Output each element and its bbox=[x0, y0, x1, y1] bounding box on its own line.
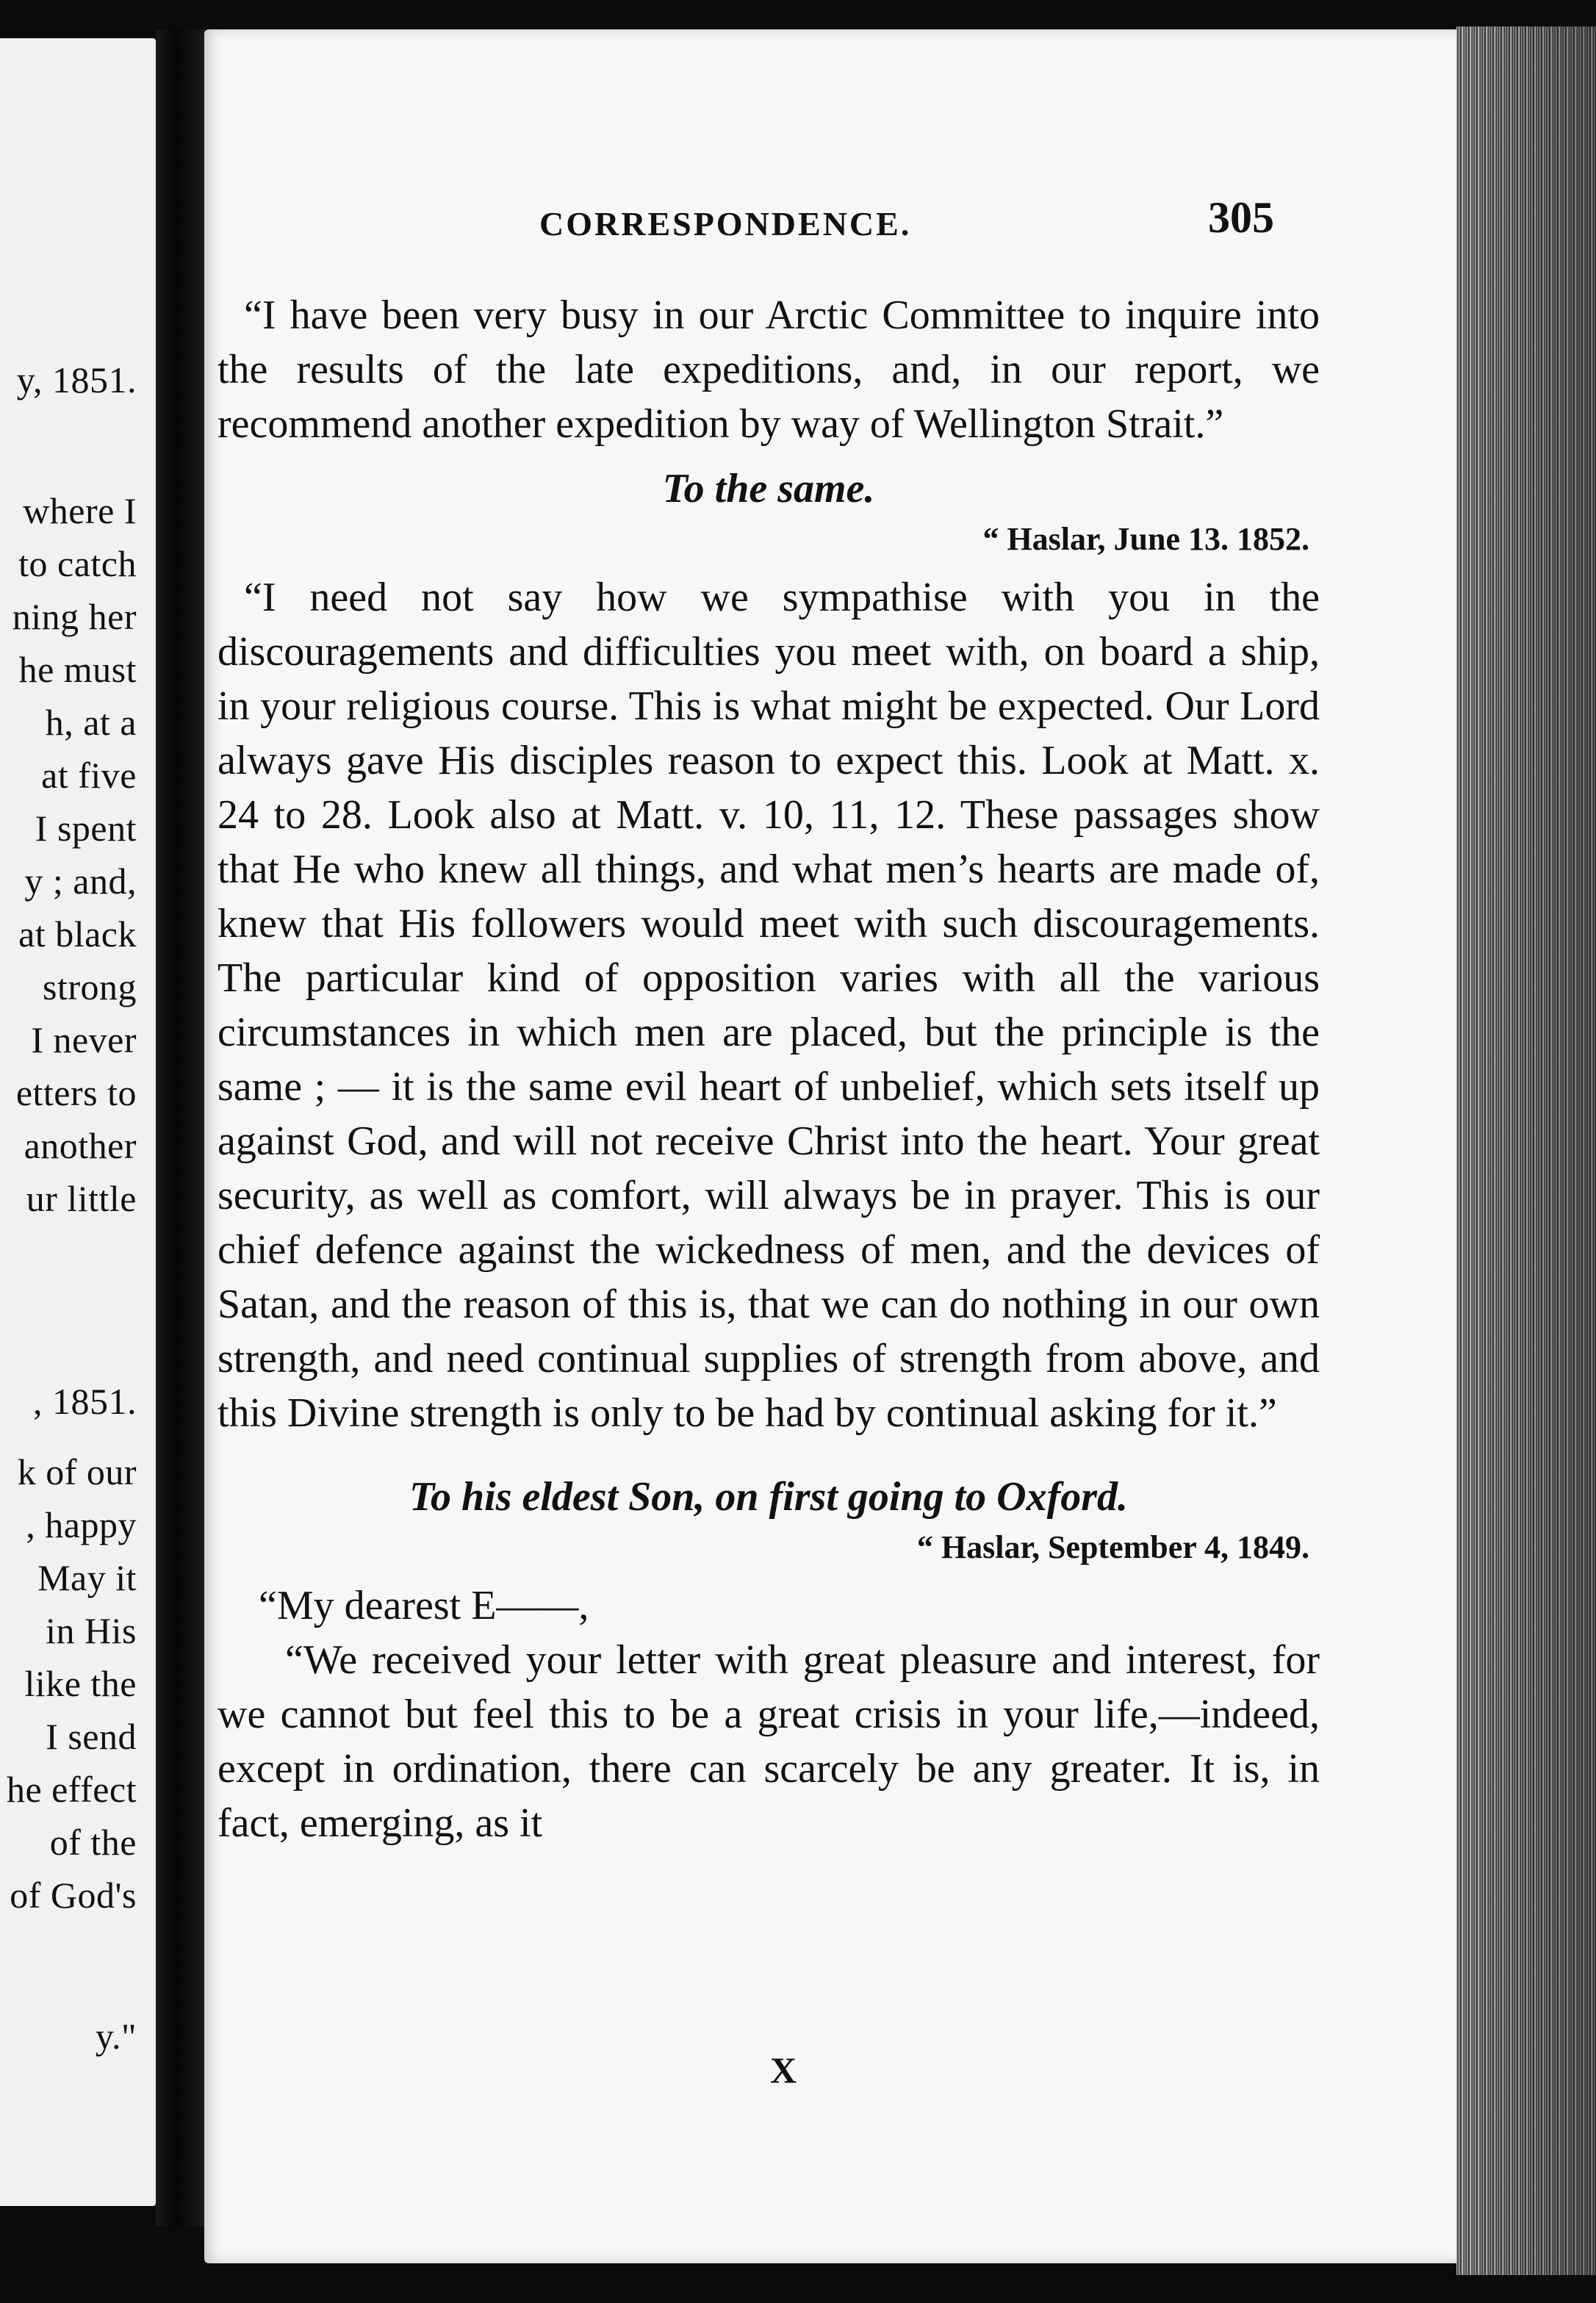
left-page-line: another bbox=[24, 1125, 137, 1166]
left-page-line: to catch bbox=[18, 543, 137, 584]
page-body bbox=[218, 288, 1320, 1850]
left-facing-page bbox=[0, 38, 156, 2206]
left-page-line: May it bbox=[37, 1557, 137, 1598]
left-page-line: like the bbox=[24, 1663, 137, 1704]
left-page-line: of the bbox=[49, 1822, 137, 1863]
signature-mark: X bbox=[770, 2049, 797, 2091]
left-page-line: y." bbox=[95, 2016, 137, 2057]
left-page-line: , 1851. bbox=[33, 1381, 137, 1422]
left-page-line: I send bbox=[46, 1716, 137, 1757]
letter-heading: To the same. bbox=[662, 466, 875, 511]
left-page-line: , happy bbox=[26, 1504, 137, 1545]
letter-greeting: “My dearest E——, bbox=[259, 1583, 589, 1628]
left-page-line: he effect bbox=[6, 1769, 137, 1810]
left-page-line: ning her bbox=[12, 596, 137, 637]
left-page-line: in His bbox=[46, 1610, 137, 1651]
left-page-line: I spent bbox=[35, 808, 137, 849]
book-page bbox=[204, 29, 1470, 2263]
letter-paragraph: “I have been very busy in our Arctic Committee to inquire into the results of the late expeditions, and, in our report, we recommend another expedition by way of Wellington Strait.” bbox=[218, 292, 1320, 447]
left-page-line: etters to bbox=[15, 1072, 137, 1113]
left-page-line: y ; and, bbox=[24, 861, 137, 902]
letter-heading: To his eldest Son, on first going to Oxford. bbox=[409, 1474, 1129, 1520]
letter-paragraph: “I need not say how we sympathise with you in the discouragements and difficulties you meet with, on board a ship, in your religious course. This is what might be expected. Our Lord always gave His disciples reason to expect this. Look at Matt. x. 24 to 28. Look also at Matt. v. 10, 11, 12. These passages show that He who knew all things, and what men’s hearts are made of, knew that His followers would meet with such discouragements. The particular kind of opposition varies with all the various circumstances in which men are placed, but the principle is the same ; — it is the same evil heart of unbelief, which sets itself up against God, and will not receive Christ into the heart. Your great security, as well as comfort, will always be in prayer. This is our chief defence against the wickedness of men, and the devices of Satan, and the reason of this is, that we can do nothing in our own strength, and need continual supplies of strength from above, and this Divine strength is only to be had by continual asking for it.” bbox=[218, 575, 1320, 1436]
left-page-line: I never bbox=[31, 1019, 137, 1060]
book-gutter bbox=[156, 29, 206, 2227]
letter-dateline: “ Haslar, September 4, 1849. bbox=[916, 1529, 1309, 1565]
running-head: CORRESPONDENCE. bbox=[539, 205, 912, 242]
left-page-line: strong bbox=[43, 966, 137, 1007]
letter-paragraph: “We received your letter with great pleasure and interest, for we cannot but feel this to be a great crisis in your life,—indeed, except in ordination, there can scarcely be any greater. It is, in fact, emerging, as it bbox=[218, 1637, 1320, 1846]
left-page-line: ur little bbox=[26, 1178, 137, 1219]
page-number: 305 bbox=[1208, 193, 1274, 242]
letter-dateline: “ Haslar, June 13. 1852. bbox=[982, 521, 1309, 557]
page-edges-shadow bbox=[1456, 26, 1596, 2275]
left-page-line: he must bbox=[18, 649, 137, 690]
left-page-line: k of our bbox=[17, 1451, 137, 1492]
left-page-line: at five bbox=[41, 755, 137, 796]
left-page-line: h, at a bbox=[45, 702, 137, 743]
left-page-line: y, 1851. bbox=[16, 359, 137, 400]
left-page-line: of God's bbox=[10, 1875, 137, 1916]
left-page-line: at black bbox=[18, 913, 137, 955]
left-page-line: where I bbox=[23, 490, 137, 531]
